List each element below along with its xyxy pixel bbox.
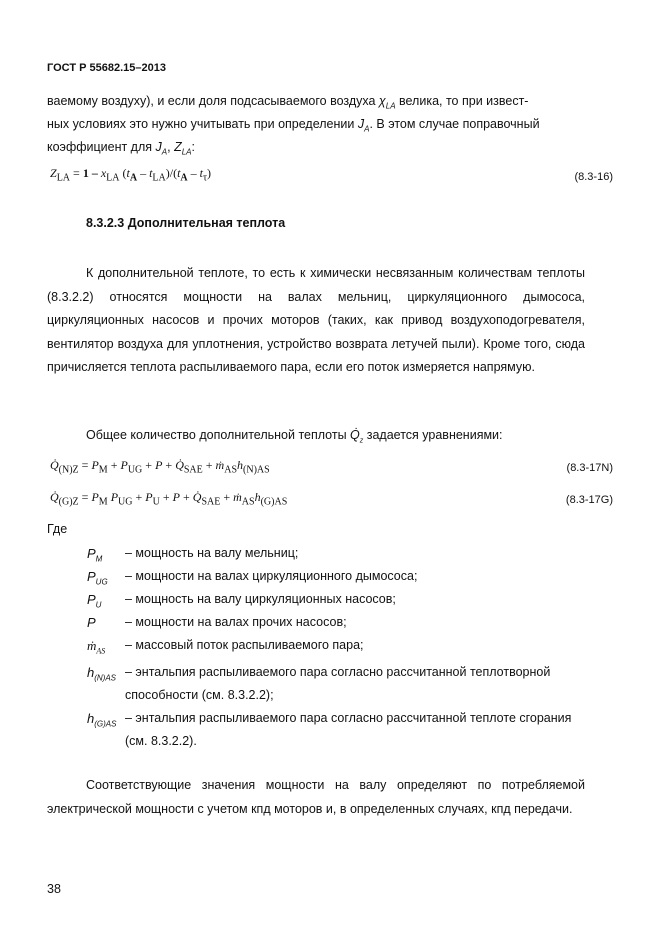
definition-symbol: P — [87, 615, 96, 630]
definition-symbol: $P_M$ — [87, 546, 103, 564]
definition-symbol: $h_{(G)AS}$ — [87, 711, 117, 729]
definition-text: – мощность на валу циркуляционных насосов; — [125, 592, 396, 606]
definition-text: – энтальпия распыливаемого пара согласно рассчитанной теплоте сгорания (см. 8.3.2.2). — [125, 711, 572, 748]
equation-8-3-17g: $Q̇_{(G)Z} = P_M$ $P_{UG} + P_U + P$ + $Q̇_{SAE}$ + $ṁ_{AS}h_{(G)AS}$ — [50, 490, 288, 508]
paragraph-text: Соответствующие значения мощности на валу определяют по потребляемой электрической мощности с учетом кпд моторов и, в определенных случаях, кпд передачи. — [47, 778, 585, 816]
definition-symbol: ṁ$_{AS}$ — [87, 638, 106, 656]
document-header: ГОСТ Р 55682.15–2013 — [47, 62, 166, 74]
paragraph-shaft-power — [47, 774, 585, 821]
equation-number: (8.3-17G) — [565, 494, 613, 506]
definition-text: – энтальпия распыливаемого пара согласно рассчитанной теплотворной способности (см. 8.3.2.2); — [125, 665, 551, 702]
equation-8-3-16: $Z_{LA} = 1 - x_{LA}$ $(t_A - t_{LA})/(t_A - t_\tau)$ — [50, 166, 212, 184]
definition-text: – мощность на валу мельниц; — [125, 546, 299, 560]
where-label: Где — [47, 522, 68, 536]
equation-number: (8.3-17N) — [566, 462, 613, 474]
definition-text: – мощности на валах циркуляционного дымососа; — [125, 569, 418, 583]
page-number: 38 — [47, 882, 61, 896]
paragraph-total-heat: Общее количество дополнительной теплоты $Q̇_z$ задается уравнениями: — [86, 428, 503, 445]
paragraph-additional-heat — [47, 262, 585, 380]
definition-symbol: $P_{UG}$ — [87, 569, 108, 587]
equation-number: (8.3-16) — [574, 171, 613, 183]
intro-line-1: ваемому воздуху), и если доля подсасываемого воздуха $\chi_{LA}$ велика, то при извест- — [47, 94, 529, 111]
definition-symbol: $P_U$ — [87, 592, 102, 610]
intro-line-3: коэффициент для $J_A$, $Z_{LA}$: — [47, 140, 195, 157]
definition-text: – массовый поток распыливаемого пара; — [125, 638, 364, 652]
definition-symbol: $h_{(N)AS}$ — [87, 665, 117, 683]
equation-8-3-17n: $Q̇_{(N)Z} = P_M + P_{UG} + P$ + $Q̇_{SAE}$ + $ṁ_{AS}h_{(N)AS}$ — [50, 458, 270, 476]
definition-text: – мощности на валах прочих насосов; — [125, 615, 347, 629]
section-heading: 8.3.2.3 Дополнительная теплота — [86, 216, 286, 230]
intro-line-2: ных условиях это нужно учитывать при определении $J_A$. В этом случае поправочный — [47, 117, 540, 134]
paragraph-text: К дополнительной теплоте, то есть к химически несвязанным количествам теплоты (8.3.2.2) относятся мощности на валах мельниц, циркуляционного дымососа, циркуляционных насосов и прочих моторов (таких, как привод воздухоподогревателя, вентилятор воздуха для уплотнения, устройство возврата летучей пыли). Кроме того, сюда причисляется теплота распыливаемого пара, если его поток измеряется напрямую. — [47, 266, 585, 375]
